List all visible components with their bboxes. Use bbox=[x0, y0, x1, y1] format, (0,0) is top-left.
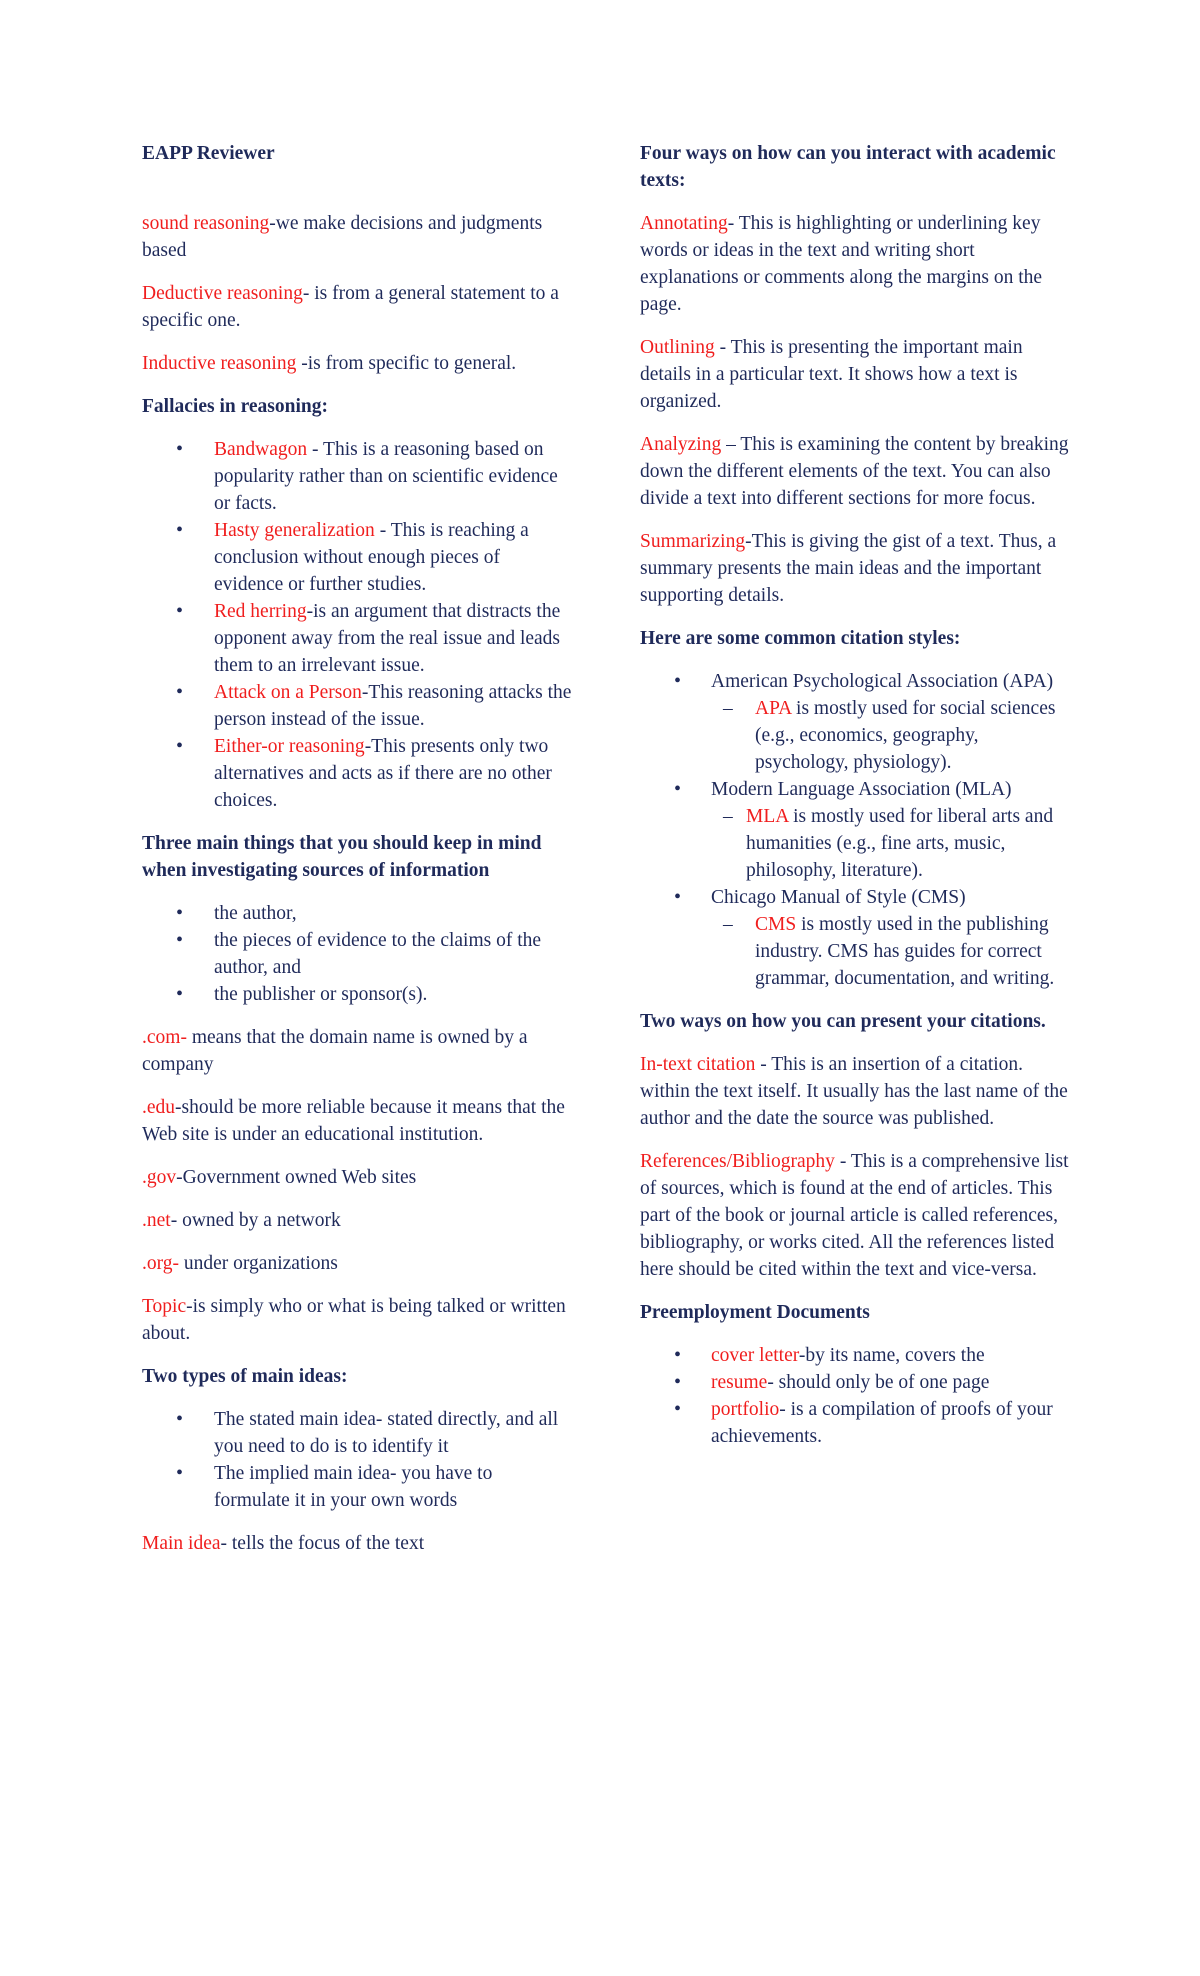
domain-com bbox=[142, 1024, 572, 1078]
definition-text: under organizations bbox=[179, 1253, 338, 1274]
definition-deductive-reasoning bbox=[142, 280, 572, 334]
definition-annotating bbox=[640, 210, 1076, 318]
definition-text: is mostly used in the publishing industry. CMS has guides for correct grammar, documentation, and writing. bbox=[755, 914, 1055, 989]
list-item bbox=[640, 884, 1076, 992]
term: Bandwagon bbox=[214, 439, 308, 460]
list-item bbox=[142, 598, 572, 679]
term: resume bbox=[711, 1372, 768, 1393]
term: Red herring bbox=[214, 601, 307, 622]
term: Attack on a Person bbox=[214, 682, 362, 703]
term: .edu bbox=[142, 1097, 176, 1118]
list-item bbox=[640, 1369, 1076, 1396]
term: .net bbox=[142, 1210, 171, 1231]
term: CMS bbox=[755, 914, 797, 935]
left-column bbox=[142, 140, 572, 1573]
list-item bbox=[142, 679, 572, 733]
sub-list-item bbox=[711, 803, 1076, 884]
definition-in-text-citation bbox=[640, 1051, 1076, 1132]
term: Annotating bbox=[640, 213, 728, 234]
list-item bbox=[142, 517, 572, 598]
list-item: • The stated main idea- stated directly, and all you need to do is to identify it bbox=[142, 1406, 572, 1460]
definition-text: -This is giving the gist of a text. Thus, a summary presents the main ideas and the important supporting details. bbox=[640, 531, 1057, 606]
term: cover letter bbox=[711, 1345, 799, 1366]
term: Topic bbox=[142, 1296, 187, 1317]
definition-text: -is simply who or what is being talked or written about. bbox=[142, 1296, 566, 1344]
definition-text: -is an argument that distracts the opponent away from the real issue and leads them to an irrelevant issue. bbox=[214, 601, 561, 676]
list-item bbox=[640, 1396, 1076, 1450]
definition-sound-reasoning bbox=[142, 210, 572, 264]
sub-list bbox=[711, 695, 1076, 776]
term: References/Bibliography bbox=[640, 1151, 835, 1172]
interact-heading: Four ways on how can you interact with academic texts: bbox=[640, 143, 1056, 191]
sub-list-item bbox=[711, 911, 1076, 992]
definition-text: - This is a reasoning based on popularity rather than on scientific evidence or facts. bbox=[214, 439, 558, 514]
definition-text: - This is reaching a conclusion without enough pieces of evidence or further studies. bbox=[214, 520, 529, 595]
list-item bbox=[640, 776, 1076, 884]
sources-heading: Three main things that you should keep in mind when investigating sources of information bbox=[142, 833, 542, 881]
definition-text: -This presents only two alternatives and acts as if there are no other choices. bbox=[214, 736, 552, 811]
term: Outlining bbox=[640, 337, 715, 358]
preemployment-heading: Preemployment Documents bbox=[640, 1302, 870, 1323]
right-column bbox=[640, 140, 1076, 1466]
definition-outlining bbox=[640, 334, 1076, 415]
style-name: American Psychological Association (APA) bbox=[711, 671, 1054, 692]
sub-list bbox=[711, 803, 1076, 884]
list-item: • the pieces of evidence to the claims of the author, and bbox=[142, 927, 572, 981]
term: Either-or reasoning bbox=[214, 736, 365, 757]
domain-net bbox=[142, 1207, 572, 1234]
term: .com- bbox=[142, 1027, 187, 1048]
fallacies-list bbox=[142, 436, 572, 814]
present-citations-heading: Two ways on how you can present your citations. bbox=[640, 1011, 1046, 1032]
definition-inductive-reasoning bbox=[142, 350, 572, 377]
term: Inductive reasoning bbox=[142, 353, 297, 374]
definition-text: -is from specific to general. bbox=[296, 353, 517, 374]
definition-main-idea bbox=[142, 1530, 572, 1557]
preemployment-list bbox=[640, 1342, 1076, 1450]
list-item: • the author, bbox=[142, 900, 572, 927]
definition-text: - This is presenting the important main details in a particular text. It shows how a text is organized. bbox=[640, 337, 1023, 412]
definition-text: -This reasoning attacks the person instead of the issue. bbox=[214, 682, 572, 730]
term: MLA bbox=[746, 806, 789, 827]
definition-analyzing bbox=[640, 431, 1076, 512]
list-item: • The implied main idea- you have to formulate it in your own words bbox=[142, 1460, 572, 1514]
list-item: • the publisher or sponsor(s). bbox=[142, 981, 572, 1008]
domain-gov bbox=[142, 1164, 572, 1191]
definition-text: - tells the focus of the text bbox=[220, 1533, 425, 1554]
definition-text: - should only be of one page bbox=[767, 1372, 990, 1393]
style-name: Modern Language Association (MLA) bbox=[711, 779, 1012, 800]
definition-text: - is a compilation of proofs of your achievements. bbox=[711, 1399, 1053, 1447]
definition-summarizing bbox=[640, 528, 1076, 609]
definition-text: -we make decisions and judgments based bbox=[142, 213, 543, 261]
definition-topic bbox=[142, 1293, 572, 1347]
definition-text: -should be more reliable because it means that the Web site is under an educational institution. bbox=[142, 1097, 565, 1145]
definition-text: - This is a comprehensive list of sources, which is found at the end of articles. This part of the book or journal article is called references, bibliography, or works cited. All the references listed here should be cited within the text and vice-versa. bbox=[640, 1151, 1069, 1280]
domain-org bbox=[142, 1250, 572, 1277]
sub-list bbox=[711, 911, 1076, 992]
definition-text: - owned by a network bbox=[170, 1210, 341, 1231]
definition-text: - This is highlighting or underlining key words or ideas in the text and writing short explanations or comments along the margins on the page. bbox=[640, 213, 1043, 315]
term: Summarizing bbox=[640, 531, 746, 552]
definition-text: is mostly used for liberal arts and humanities (e.g., fine arts, music, philosophy, literature). bbox=[746, 806, 1054, 881]
sub-list-item bbox=[711, 695, 1076, 776]
term: .gov bbox=[142, 1167, 177, 1188]
page-title: EAPP Reviewer bbox=[142, 143, 275, 164]
definition-text: – This is examining the content by breaking down the different elements of the text. You can also divide a text into different sections for more focus. bbox=[640, 434, 1069, 509]
term: .org- bbox=[142, 1253, 180, 1274]
list-item bbox=[142, 436, 572, 517]
fallacies-heading: Fallacies in reasoning: bbox=[142, 396, 328, 417]
sources-list bbox=[142, 900, 572, 1008]
style-name: Chicago Manual of Style (CMS) bbox=[711, 887, 966, 908]
citation-styles-heading: Here are some common citation styles: bbox=[640, 628, 961, 649]
term: portfolio bbox=[711, 1399, 780, 1420]
list-item bbox=[142, 733, 572, 814]
definition-text: -Government owned Web sites bbox=[176, 1167, 417, 1188]
domain-edu bbox=[142, 1094, 572, 1148]
term: In-text citation bbox=[640, 1054, 756, 1075]
definition-text: -by its name, covers the bbox=[798, 1345, 985, 1366]
list-item bbox=[640, 668, 1076, 776]
term: Analyzing bbox=[640, 434, 722, 455]
definition-text: means that the domain name is owned by a company bbox=[142, 1027, 528, 1075]
citation-styles-list bbox=[640, 668, 1076, 992]
term: Hasty generalization bbox=[214, 520, 375, 541]
list-item bbox=[640, 1342, 1076, 1369]
definition-text: is mostly used for social sciences (e.g., economics, geography, psychology, physiology). bbox=[755, 698, 1056, 773]
main-ideas-heading: Two types of main ideas: bbox=[142, 1366, 348, 1387]
definition-references bbox=[640, 1148, 1076, 1283]
term: Main idea bbox=[142, 1533, 221, 1554]
definition-text: - This is an insertion of a citation. within the text itself. It usually has the last name of the author and the date the source was published. bbox=[640, 1054, 1068, 1129]
definition-text: - is from a general statement to a specific one. bbox=[142, 283, 559, 331]
main-ideas-list bbox=[142, 1406, 572, 1514]
term: sound reasoning bbox=[142, 213, 270, 234]
term: APA bbox=[755, 698, 792, 719]
term: Deductive reasoning bbox=[142, 283, 303, 304]
